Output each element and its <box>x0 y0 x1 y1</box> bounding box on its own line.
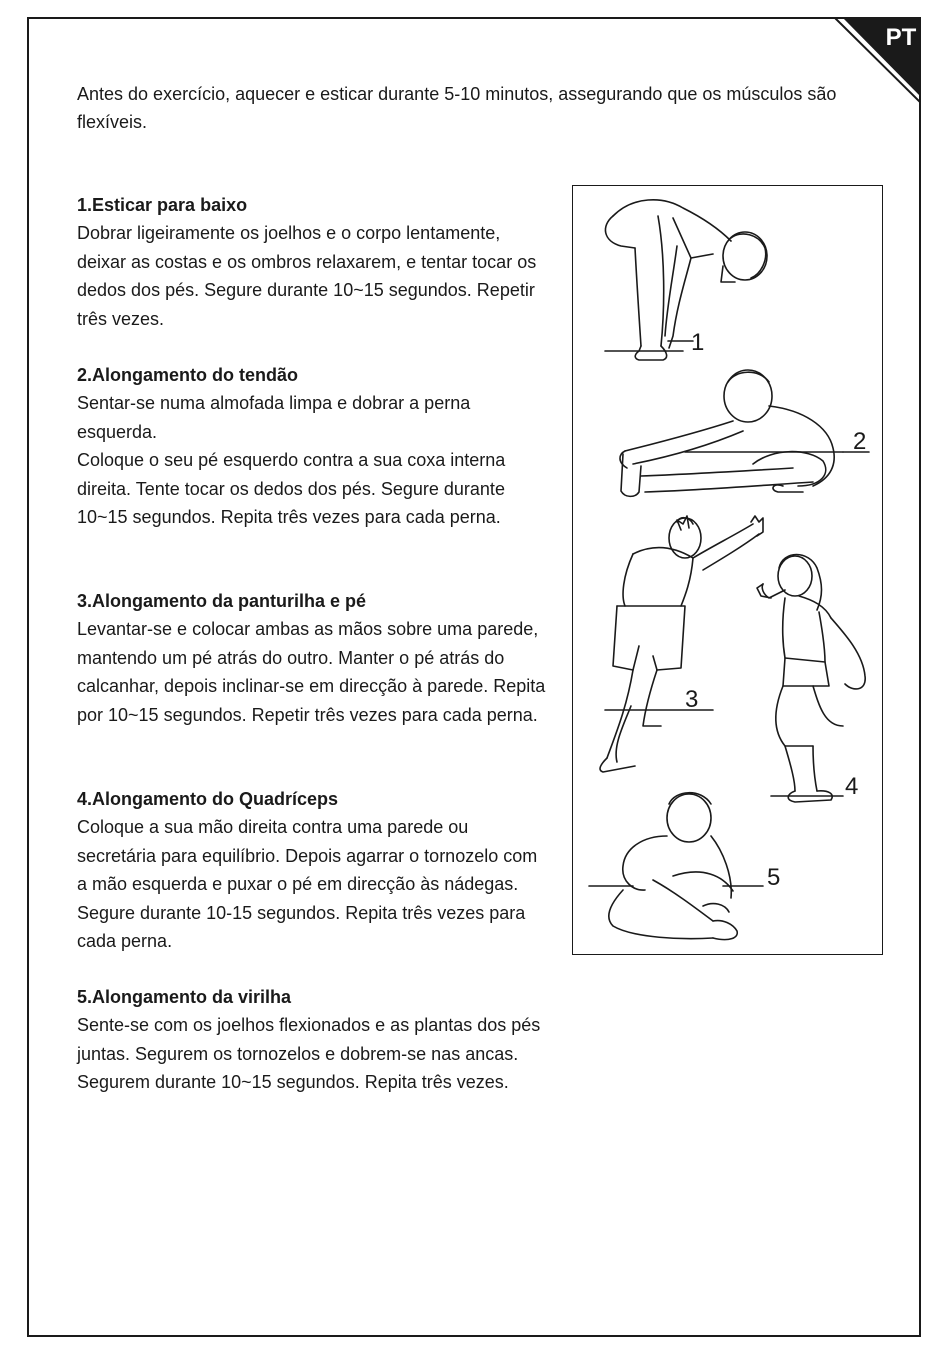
figure-label-5: 5 <box>767 864 781 891</box>
figure-4-quad-stretch-illustration <box>757 555 865 803</box>
exercise-1 <box>77 191 552 333</box>
exercise-2 <box>77 361 552 532</box>
exercise-2-text-2: Coloque o seu pé esquerdo contra a sua coxa interna direita. Tente tocar os dedos dos pés. Segure durante 10~15 segundos. Repita três vezes para cada perna. <box>77 450 506 527</box>
exercise-3 <box>77 587 552 729</box>
figure-5-groin-stretch-illustration <box>589 793 763 940</box>
exercise-4-text: Coloque a sua mão direita contra uma parede ou secretária para equilíbrio. Depois agarrar o tornozelo com a mão esquerda e puxar o pé em direcção às nádegas. Segure durante 10-15 segundos. Repita três vezes para cada perna. <box>77 817 538 951</box>
exercise-5-title: 5.Alongamento da virilha <box>77 987 292 1007</box>
exercise-3-title: 3.Alongamento da panturilha e pé <box>77 591 367 611</box>
stretching-illustration <box>572 185 883 955</box>
intro-text: Antes do exercício, aquecer e esticar durante 5-10 minutos, assegurando que os músculos são flexíveis. <box>77 84 837 132</box>
exercise-5 <box>77 983 552 1097</box>
figure-label-3: 3 <box>685 686 699 713</box>
figure-2-seated-stretch-illustration <box>620 370 869 496</box>
exercise-1-text: Dobrar ligeiramente os joelhos e o corpo lentamente, deixar as costas e os ombros relaxarem, e tentar tocar os dedos dos pés. Segure durante 10~15 segundos. Repetir três vezes. <box>77 223 537 329</box>
exercise-4-title: 4.Alongamento do Quadríceps <box>77 789 339 809</box>
figure-1-forward-bend-illustration <box>605 200 767 360</box>
figure-label-4: 4 <box>845 773 859 800</box>
language-tag: PT <box>885 24 917 51</box>
exercise-5-text: Sente-se com os joelhos flexionados e as plantas dos pés juntas. Segurem os tornozelos e dobrem-se nas ancas. Segurem durante 10~15 segundos. Repita três vezes. <box>77 1015 541 1092</box>
exercise-1-title: 1.Esticar para baixo <box>77 195 248 215</box>
exercise-2-title: 2.Alongamento do tendão <box>77 365 299 385</box>
exercise-3-text: Levantar-se e colocar ambas as mãos sobre uma parede, mantendo um pé atrás do outro. Manter o pé atrás do calcanhar, depois inclinar-se em direcção à parede. Repita por 10~15 segundos. Repetir três vezes para cada perna. <box>77 619 546 725</box>
figure-label-1: 1 <box>691 329 705 356</box>
figure-3-calf-stretch-illustration <box>600 516 763 772</box>
figure-label-2: 2 <box>853 428 867 455</box>
exercise-2-text: Sentar-se numa almofada limpa e dobrar a perna esquerda. <box>77 393 471 442</box>
exercise-4 <box>77 785 552 956</box>
